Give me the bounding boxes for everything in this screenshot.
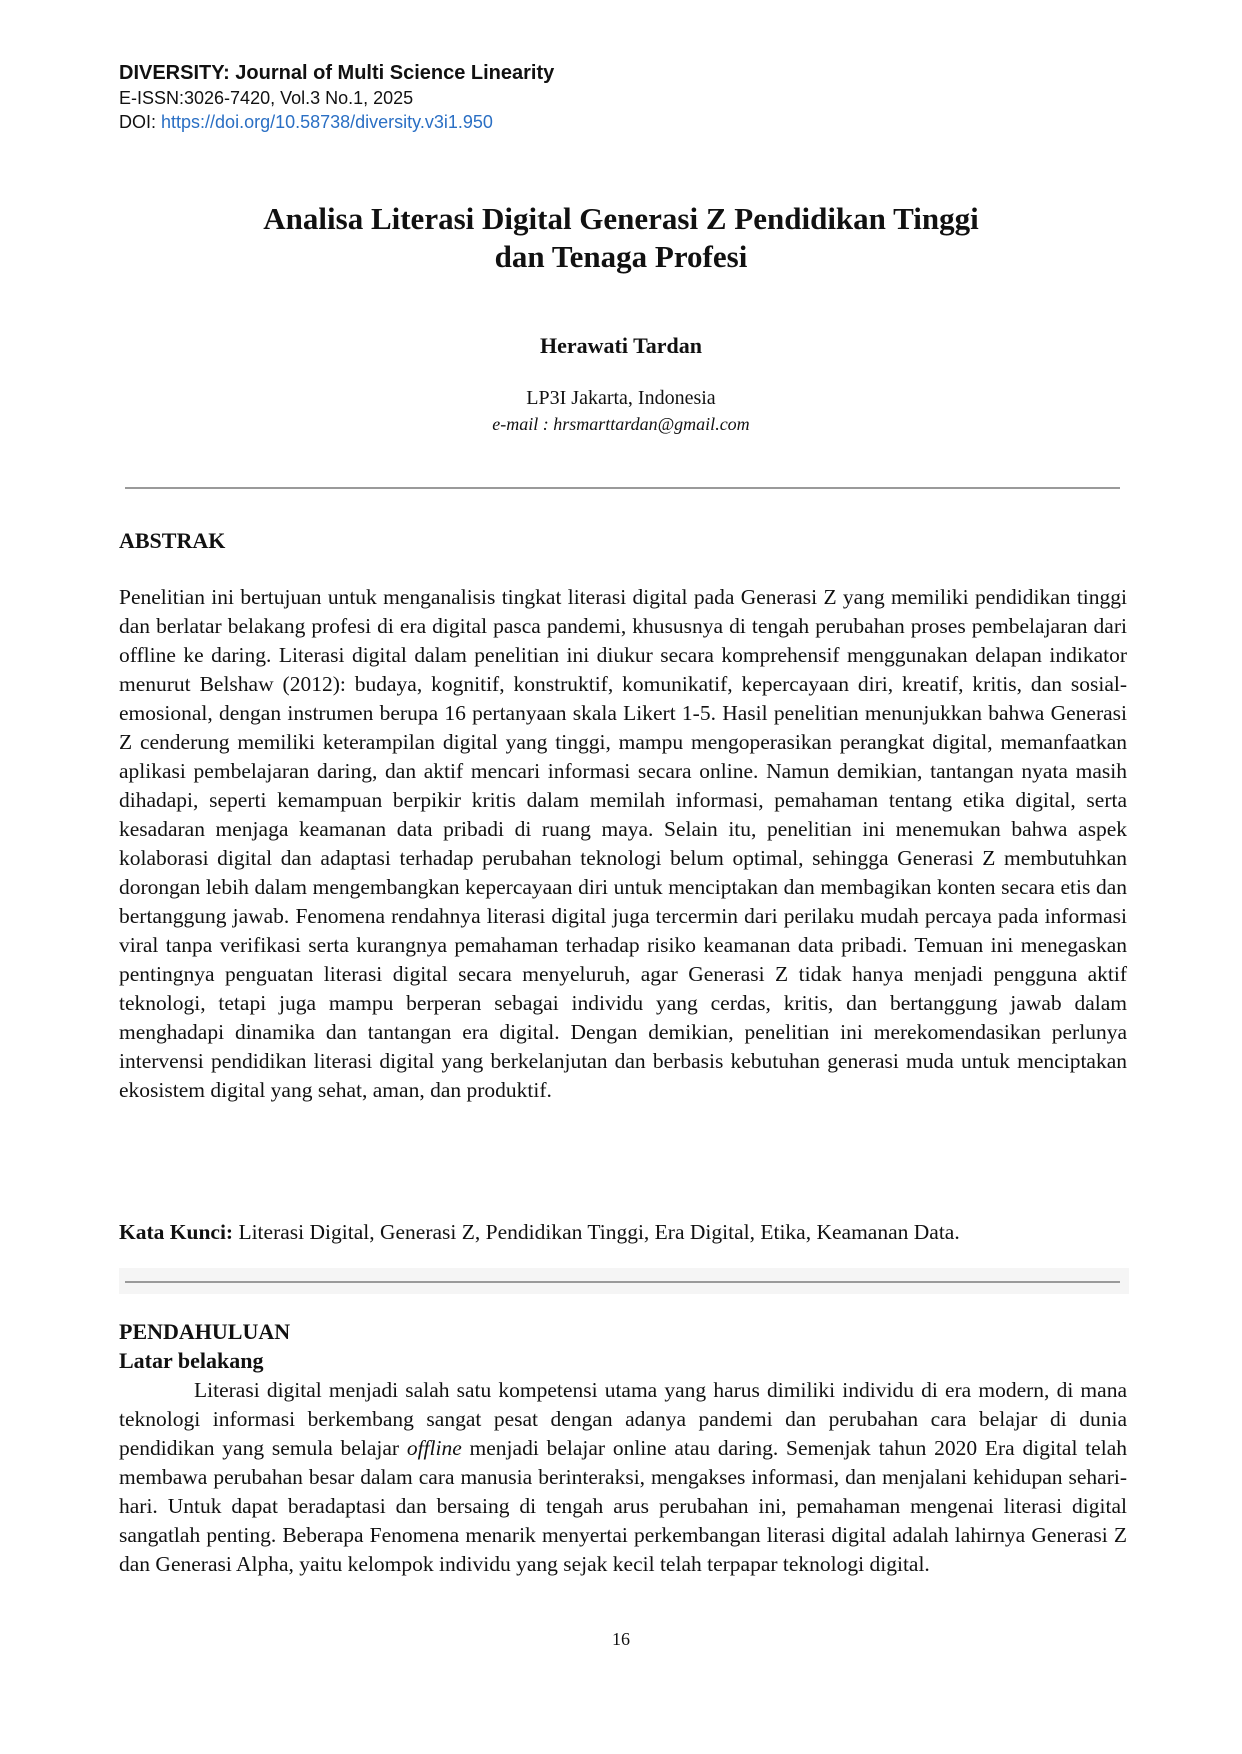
author-email: e-mail : hrsmarttardan@gmail.com [492,414,750,434]
keywords [119,1218,1127,1247]
introduction-heading: PENDAHULUAN [119,1319,291,1344]
title-line-1: Analisa Literasi Digital Generasi Z Pendidikan Tinggi [263,201,979,236]
doi-label: DOI: [119,112,162,132]
intro-text-part-1: Literasi digital menjadi salah satu kompetensi utama yang harus dimiliki individu di era modern, di mana teknologi informasi berkembang sangat pesat dengan adanya pandemi dan perubahan cara belajar di dunia pendidikan yang semula belajar [119,1378,1127,1460]
title-line-2: dan Tenaga Profesi [494,239,748,274]
author-name: Herawati Tardan [540,333,702,358]
abstract-text: Penelitian ini bertujuan untuk menganalisis tingkat literasi digital pada Generasi Z yang memiliki pendidikan tinggi dan berlatar belakang profesi di era digital pasca pandemi, khususnya di tengah perubahan proses pembelajaran dari offline ke daring. Literasi digital dalam penelitian ini diukur secara komprehensif menggunakan delapan indikator menurut Belshaw (2012): budaya, kognitif, konstruktif, komunikatif, kepercayaan diri, kreatif, kritis, dan sosial-emosional, dengan instrumen berupa 16 pertanyaan skala Likert 1-5. Hasil penelitian menunjukkan bahwa Generasi Z cenderung memiliki keterampilan digital yang tinggi, mampu mengoperasikan perangkat digital, memanfaatkan aplikasi pembelajaran daring, dan aktif mencari informasi secara online. Namun demikian, tantangan nyata masih dihadapi, seperti kemampuan berpikir kritis dalam memilah informasi, pemahaman tentang etika digital, serta kesadaran menjaga keamanan data pribadi di ruang maya. Selain itu, penelitian ini menemukan bahwa aspek kolaborasi digital dan adaptasi terhadap perubahan teknologi belum optimal, sehingga Generasi Z membutuhkan dorongan lebih dalam mengembangkan kepercayaan diri untuk menciptakan dan membagikan konten secara etis dan bertanggung jawab. Fenomena rendahnya literasi digital juga tercermin dari perilaku mudah percaya pada informasi viral tanpa verifikasi serta kurangnya pemahaman terhadap risiko keamanan data pribadi. Temuan ini menegaskan pentingnya penguatan literasi digital secara menyeluruh, agar Generasi Z tidak hanya menjadi pengguna aktif teknologi, tetapi juga mampu berperan sebagai individu yang cerdas, kritis, dan bertanggung jawab dalam menghadapi dinamika dan tantangan era digital. Dengan demikian, penelitian ini merekomendasikan perlunya intervensi pendidikan literasi digital yang berkelanjutan dan berbasis kebutuhan generasi muda untuk menciptakan ekosistem digital yang sehat, aman, dan produktif. [119,585,1127,1102]
abstract-heading: ABSTRAK [119,528,226,553]
introduction-text [119,1376,1127,1579]
doi-link[interactable]: https://doi.org/10.58738/diversity.v3i1.950 [161,112,493,132]
page-number: 16 [612,1629,630,1649]
journal-name: DIVERSITY: Journal of Multi Science Linearity [119,62,555,84]
divider-bottom [125,1281,1120,1283]
doi-line [119,110,554,134]
journal-header [119,60,554,134]
intro-text-part-2: menjadi belajar online atau daring. Semenjak tahun 2020 Era digital telah membawa perubahan besar dalam cara manusia berinteraksi, mengakses informasi, dan menjalani kehidupan sehari-hari. Untuk dapat beradaptasi dan bersaing di tengah arus perubahan ini, pemahaman mengenai literasi digital sangatlah penting. Beberapa Fenomena menarik menyertai perkembangan literasi digital adalah lahirnya Generasi Z dan Generasi Alpha, yaitu kelompok individu yang sejak kecil telah terpapar teknologi digital. [119,1436,1127,1576]
keywords-label: Kata Kunci: [119,1220,234,1244]
paper-title [0,200,1242,276]
background-subheading: Latar belakang [119,1348,264,1373]
intro-italic-word: offline [406,1436,462,1460]
divider-top [125,487,1120,489]
issn-line: E-ISSN:3026-7420, Vol.3 No.1, 2025 [119,88,414,108]
keywords-text: Literasi Digital, Generasi Z, Pendidikan Tinggi, Era Digital, Etika, Keamanan Data. [233,1220,960,1244]
author-affiliation: LP3I Jakarta, Indonesia [526,387,716,409]
